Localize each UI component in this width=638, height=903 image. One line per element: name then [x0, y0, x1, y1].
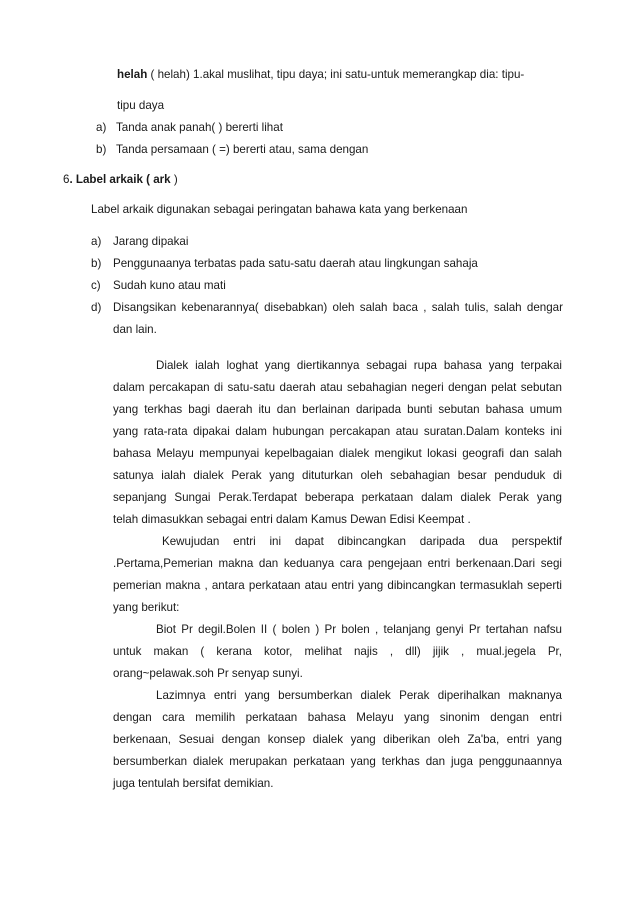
marker-item-b [96, 143, 369, 156]
helah-term: helah [117, 68, 148, 81]
arkaik-item-a [91, 235, 189, 248]
section-title: . Label arkaik ( ark [69, 173, 174, 186]
paragraph-line: juga tentulah bersifat demikian. [113, 777, 274, 790]
helah-entry-line1 [117, 68, 524, 81]
arkaik-item-d-text-cont: dan lain. [113, 323, 157, 336]
paragraph-line: yang berikut: [113, 601, 180, 614]
paragraph-line: bersumberkan dialek merupakan perkataan yang terkhas dan juga penggunaannya [113, 755, 562, 768]
paragraph-line: dengan cara memilih perkataan bahasa Melayu yang sinonim dengan entri [113, 711, 562, 724]
paragraph-line: satunya ialah dialek Perak yang dituturkan oleh sebahagian besar penduduk di [113, 469, 562, 482]
arkaik-item-text: Penggunaanya terbatas pada satu-satu daerah atau lingkungan sahaja [113, 257, 478, 270]
section-heading [63, 173, 178, 186]
arkaik-item-label: b) [91, 257, 102, 270]
paragraph-line: telah dimasukkan sebagai entri dalam Kamus Dewan Edisi Keempat . [113, 513, 471, 526]
paragraph-line: Biot Pr degil.Bolen II ( bolen ) Pr bolen , telanjang genyi Pr tertahan nafsu [156, 623, 562, 636]
marker-item-label: b) [96, 143, 107, 156]
arkaik-item-d [91, 301, 101, 314]
marker-item-a [96, 121, 283, 134]
arkaik-item-b [91, 257, 478, 270]
arkaik-item-label: c) [91, 279, 101, 292]
paragraph-line: .Pertama,Pemerian makna dan keduanya cara pengejaan entri berkenaan.Dari segi [113, 557, 562, 570]
section-title-close: ) [173, 173, 178, 186]
arkaik-item-d-text: Disangsikan kebenarannya( disebabkan) oleh salah baca , salah tulis, salah dengar [113, 301, 563, 314]
marker-item-label: a) [96, 121, 107, 134]
marker-item-text: Tanda persamaan ( =) bererti atau, sama dengan [116, 143, 369, 156]
helah-definition: ( helah) 1.akal muslihat, tipu daya; ini satu-untuk memerangkap dia: tipu- [147, 68, 525, 81]
section-intro: Label arkaik digunakan sebagai peringatan bahawa kata yang berkenaan [91, 203, 468, 216]
paragraph-line: Kewujudan entri ini dapat dibincangkan daripada dua perspektif [162, 535, 562, 548]
paragraph-line: Lazimnya entri yang bersumberkan dialek Perak diperihalkan maknanya [156, 689, 562, 702]
paragraph-line: yang rata-rata dipakai dalam hubungan percakapan atau suratan.Dalam konteks ini [113, 425, 562, 438]
arkaik-item-c [91, 279, 226, 292]
arkaik-item-label: d) [91, 301, 102, 314]
helah-entry-line2: tipu daya [117, 99, 165, 112]
paragraph-line: sepanjang Sungai Perak.Terdapat beberapa perkataan dalam dialek Perak yang [113, 491, 562, 504]
section-number: 6 [63, 173, 70, 186]
paragraph-line: dalam percakapan di satu-satu daerah atau sebahagian negeri dengan pelat sebutan [113, 381, 562, 394]
marker-item-text: Tanda anak panah( ) bererti lihat [116, 121, 283, 134]
paragraph-line: yang terkhas bagi daerah itu dan berlainan daripada bunti sebutan bahasa umum [113, 403, 562, 416]
arkaik-item-text: Sudah kuno atau mati [113, 279, 226, 292]
paragraph-line: berkenaan, Sesuai dengan konsep dialek yang diberikan oleh Za'ba, entri yang [113, 733, 562, 746]
paragraph-line: Dialek ialah loghat yang diertikannya sebagai rupa bahasa yang terpakai [156, 359, 562, 372]
arkaik-item-label: a) [91, 235, 102, 248]
paragraph-line: orang~pelawak.soh Pr senyap sunyi. [113, 667, 303, 680]
paragraph-line: untuk makan ( kerana kotor, melihat najis , dll) jijik , mual.jegela Pr, [113, 645, 562, 658]
arkaik-item-text: Jarang dipakai [113, 235, 189, 248]
paragraph-line: pemerian makna , antara perkataan atau entri yang dibincangkan termasuklah seperti [113, 579, 562, 592]
paragraph-line: bahasa Melayu mempunyai kepelbagaian dialek mengikut lokasi geografi dan salah [113, 447, 562, 460]
